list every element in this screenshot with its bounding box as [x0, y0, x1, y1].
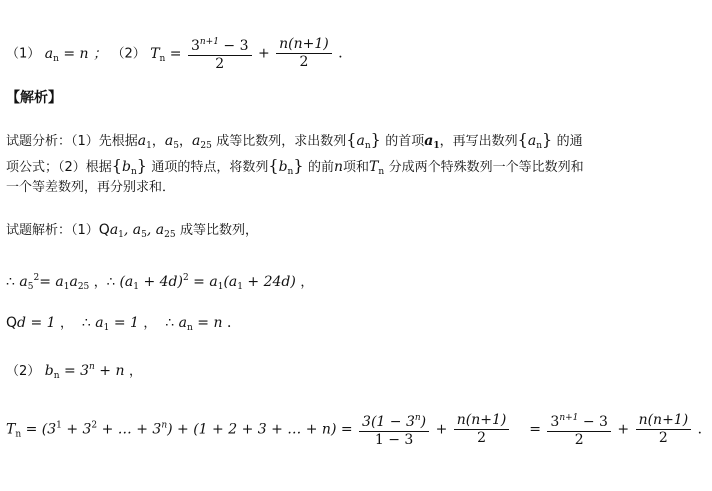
answer-part1-label: （1）: [6, 46, 41, 62]
solution-fraction-1: $\frac{3(1 - 3^n)}{1 - 3}$: [359, 410, 429, 449]
answer-part2-lhs: $T_n$ =: [150, 45, 182, 64]
analysis-line-1: 试题分析：（1）先根据$a_1$，$a_5$，$a_{25}$ 成等比数列，求出数列$\{a_n\}$ 的首项$a_1$，再写出数列$\{a_n\}$ 的通: [6, 130, 583, 151]
solution-line-1: 试题解析：$(1)Qa_1$, $a_5$, $a_{25}$ 成等比数列，: [6, 222, 259, 240]
answer-part1-eq: $a_n = n$ ；: [44, 45, 107, 64]
analysis-line-3: 一个等差数列，再分别求和．: [6, 180, 176, 195]
answer-fraction-2: $\frac{n(n+1)}{2}$: [276, 36, 332, 71]
analysis-heading: 【解析】: [6, 90, 62, 106]
answer-line: （1） $a_n = n$ ； （2） $T_n$ = $\frac{3^{n+1} - 3}{2}$ + $\frac{n(n+1)}{2}$ ．: [6, 36, 353, 72]
solution-line-3: Qd = 1 ， ∴ $a_1 = 1$ ， ∴ $a_n = n$ ．: [6, 315, 241, 333]
solution-fraction-4: $\frac{n(n+1)}{2}$: [636, 412, 692, 447]
solution-line-5: $T_n = (3^1 + 3^2$ + … + $3^n) + (1 + 2 + 3$ + … + n) = $\frac{3(1 - 3^n)}{1 - 3}$ + $\frac{n(n+1)}{2}$ = $\frac{3^{n+1} - 3}{2}$ + $\frac{n(n+1)}{2}$ ．: [6, 412, 712, 448]
answer-end: ．: [338, 45, 353, 62]
answer-part2-label: （2）: [111, 46, 146, 62]
answer-fraction-1: $\frac{3^{n+1} - 3}{2}$: [188, 34, 252, 73]
solution-fraction-2: $\frac{n(n+1)}{2}$: [454, 412, 510, 447]
solution-line-2: ∴ $a_5^2= a_1a_{25}$ ，∴ $(a_1 + 4d)^2 = a_1(a_1 + 24d)$ ，: [6, 273, 314, 292]
solution-fraction-3: $\frac{3^{n+1} - 3}{2}$: [547, 410, 611, 449]
solution-line-4: （2） $b_n = 3^n + n$ ，: [6, 362, 142, 381]
analysis-line-2: 项公式；（2）根据$\{b_n\}$ 通项的特点，将数列$\{b_n\}$ 的前n项和$T_n$ 分成两个特殊数列一个等比数列和: [6, 156, 584, 177]
